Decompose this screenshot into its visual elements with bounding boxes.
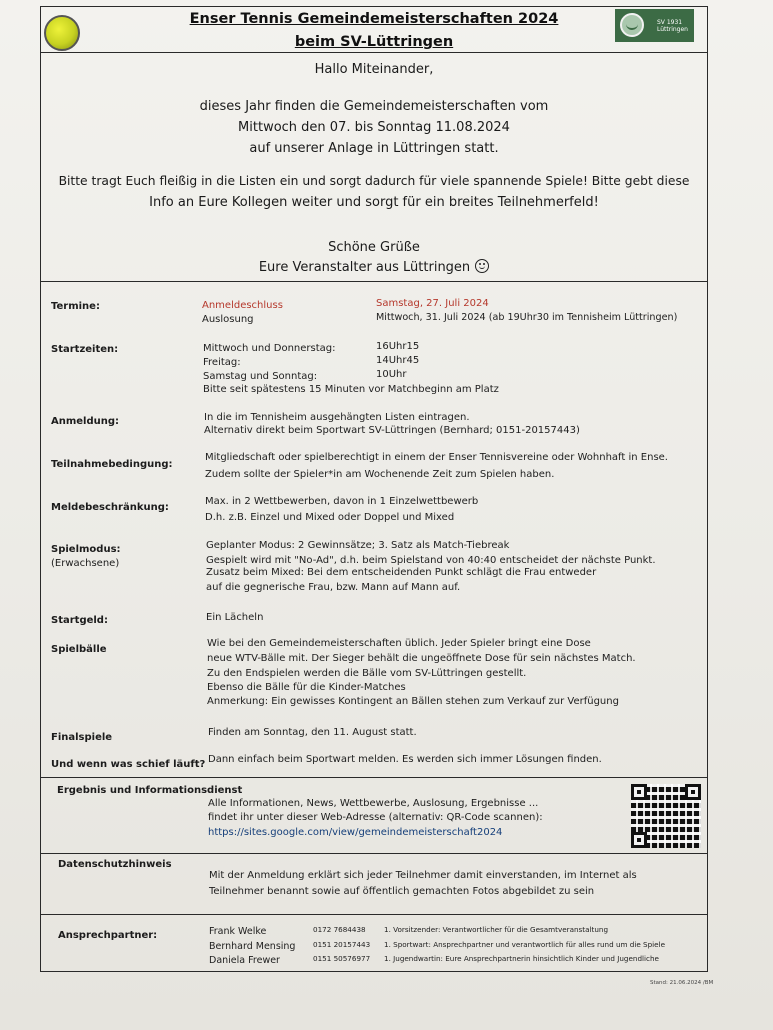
- spielbaelle-line-4: Ebenso die Bälle für die Kinder-Matches: [207, 682, 406, 693]
- label-anmeldung: Anmeldung:: [51, 416, 120, 427]
- label-meldebeschraenkung: Meldebeschränkung:: [51, 502, 169, 513]
- spielmodus-sublabel: (Erwachsene): [51, 558, 120, 569]
- auslosung-label: Auslosung: [202, 314, 254, 325]
- label-spielbaelle: Spielbälle: [51, 644, 107, 655]
- qr-finder-icon: [631, 784, 647, 800]
- melde-line-1: Max. in 2 Wettbewerben, davon in 1 Einzelwettbewerb: [205, 496, 479, 507]
- club-crest-icon: [620, 13, 644, 37]
- start-time-3: 10Uhr: [376, 369, 407, 380]
- anmeldung-line-2: Alternativ direkt beim Sportwart SV-Lüttringen (Bernhard; 0151-20157443): [204, 425, 580, 436]
- label-teilnahme: Teilnahmebedingung:: [51, 459, 173, 470]
- label-finalspiele: Finalspiele: [51, 732, 113, 743]
- start-day-3: Samstag und Sonntag:: [203, 371, 318, 382]
- contact-name-2: Bernhard Mensing: [209, 941, 296, 952]
- melde-line-2: D.h. z.B. Einzel und Mixed oder Doppel und Mixed: [205, 512, 455, 523]
- label-startgeld: Startgeld:: [51, 615, 108, 626]
- title-line-2: beim SV-Lüttringen: [294, 34, 454, 50]
- smiley-icon: [475, 259, 489, 273]
- label-ansprechpartner: Ansprechpartner:: [58, 930, 158, 941]
- start-note: Bitte seit spätestens 15 Minuten vor Matchbeginn am Platz: [203, 384, 499, 395]
- spielmodus-line-1: Geplanter Modus: 2 Gewinnsätze; 3. Satz als Match-Tiebreak: [206, 540, 510, 551]
- teilnahme-line-2: Zudem sollte der Spieler*in am Wochenende Zeit zum Spielen haben.: [205, 469, 555, 480]
- schief-value: Dann einfach beim Sportwart melden. Es werden sich immer Lösungen finden.: [208, 754, 602, 765]
- anmeldeschluss-label: Anmeldeschluss: [202, 300, 283, 311]
- spielbaelle-line-1: Wie bei den Gemeindemeisterschaften üblich. Jeder Spieler bringt eine Dose: [207, 638, 591, 649]
- label-ergebnis: Ergebnis und Informationsdienst: [57, 785, 243, 796]
- spielmodus-line-4: auf die gegnerische Frau, bzw. Mann auf Mann auf.: [206, 582, 461, 593]
- datenschutz-line-2: Teilnehmer benannt sowie auf öffentlich gemachten Fotos abgebildet zu sein: [209, 886, 595, 897]
- start-day-2: Freitag:: [203, 357, 241, 368]
- start-day-1: Mittwoch und Donnerstag:: [203, 343, 336, 354]
- intro-line-3: auf unserer Anlage in Lüttringen statt.: [249, 141, 499, 156]
- divider: [40, 853, 708, 854]
- divider: [40, 777, 708, 778]
- contact-phone-1: 0172 7684438: [313, 925, 366, 934]
- website-link[interactable]: https://sites.google.com/view/gemeindemeisterschaft2024: [208, 827, 503, 838]
- contact-name-3: Daniela Frewer: [209, 955, 280, 966]
- label-schief: Und wenn was schief läuft?: [51, 759, 206, 770]
- contact-role-1: 1. Vorsitzender: Verantwortlicher für die Gesamtveranstaltung: [384, 925, 609, 934]
- intro-line-4: Bitte tragt Euch fleißig in die Listen ein und sorgt dadurch für viele spannende Spiele! Bitte gebt diese: [58, 174, 690, 188]
- intro-line-5: Info an Eure Kollegen weiter und sorgt für ein breites Teilnehmerfeld!: [149, 195, 599, 210]
- anmeldeschluss-date: Samstag, 27. Juli 2024: [376, 298, 489, 309]
- label-datenschutz: Datenschutzhinweis: [58, 859, 172, 870]
- contact-phone-3: 0151 50576977: [313, 954, 371, 963]
- contact-name-1: Frank Welke: [209, 926, 267, 937]
- intro-line-1: dieses Jahr finden die Gemeindemeisterschaften vom: [199, 99, 549, 114]
- signature-line: [40, 259, 708, 275]
- club-logo: [615, 9, 694, 42]
- spielbaelle-line-3: Zu den Endspielen werden die Bälle vom SV-Lüttringen gestellt.: [207, 668, 527, 679]
- label-termine: Termine:: [51, 301, 100, 312]
- qr-code[interactable]: [631, 784, 701, 848]
- start-time-1: 16Uhr15: [376, 341, 420, 352]
- ergebnis-line-1: Alle Informationen, News, Wettbewerbe, Auslosung, Ergebnisse ...: [208, 798, 539, 809]
- divider: [40, 281, 708, 282]
- club-logo-text: SV 1931 Lüttringen: [657, 19, 688, 33]
- spielbaelle-line-5: Anmerkung: Ein gewisses Kontingent an Bällen stehen zum Verkauf zur Verfügung: [207, 696, 619, 707]
- ergebnis-line-2: findet ihr unter dieser Web-Adresse (alternativ: QR-Code scannen):: [208, 812, 543, 823]
- anmeldung-line-1: In die im Tennisheim ausgehängten Listen eintragen.: [204, 412, 470, 423]
- greeting: Hallo Miteinander,: [314, 62, 434, 77]
- contact-role-2: 1. Sportwart: Ansprechpartner und verantwortlich für alles rund um die Spiele: [384, 940, 666, 949]
- title-line-1: Enser Tennis Gemeindemeisterschaften 2024: [189, 11, 559, 27]
- qr-finder-icon: [685, 784, 701, 800]
- stand-date: Stand: 21.06.2024 /BM: [650, 980, 714, 986]
- divider: [40, 52, 708, 53]
- spielmodus-line-2: Gespielt wird mit "No-Ad", d.h. beim Spielstand von 40:40 entscheidet der nächste Punkt.: [206, 555, 656, 566]
- contact-phone-2: 0151 20157443: [313, 940, 371, 949]
- teilnahme-line-1: Mitgliedschaft oder spielberechtigt in einem der Enser Tennisvereine oder Wohnhaft in Ense.: [205, 452, 668, 463]
- datenschutz-line-1: Mit der Anmeldung erklärt sich jeder Teilnehmer damit einverstanden, im Internet als: [209, 870, 637, 881]
- spielmodus-line-3: Zusatz beim Mixed: Bei dem entscheidenden Punkt schlägt die Frau entweder: [206, 567, 597, 578]
- start-time-2: 14Uhr45: [376, 355, 420, 366]
- finalspiele-value: Finden am Sonntag, den 11. August statt.: [208, 727, 417, 738]
- spielbaelle-line-2: neue WTV-Bälle mit. Der Sieger behält die ungeöffnete Dose für sein nächstes Match.: [207, 653, 636, 664]
- divider: [40, 914, 708, 915]
- label-spielmodus: Spielmodus:: [51, 544, 121, 555]
- intro-line-2: Mittwoch den 07. bis Sonntag 11.08.2024: [238, 120, 510, 135]
- label-startzeiten: Startzeiten:: [51, 344, 119, 355]
- startgeld-value: Ein Lächeln: [206, 612, 264, 623]
- qr-finder-icon: [631, 832, 647, 848]
- auslosung-date: Mittwoch, 31. Juli 2024 (ab 19Uhr30 im Tennisheim Lüttringen): [376, 312, 678, 323]
- regards: Schöne Grüße: [328, 240, 420, 255]
- signature: Eure Veranstalter aus Lüttringen: [258, 260, 471, 275]
- contact-role-3: 1. Jugendwartin: Eure Ansprechpartnerin hinsichtlich Kinder und Jugendliche: [384, 954, 659, 963]
